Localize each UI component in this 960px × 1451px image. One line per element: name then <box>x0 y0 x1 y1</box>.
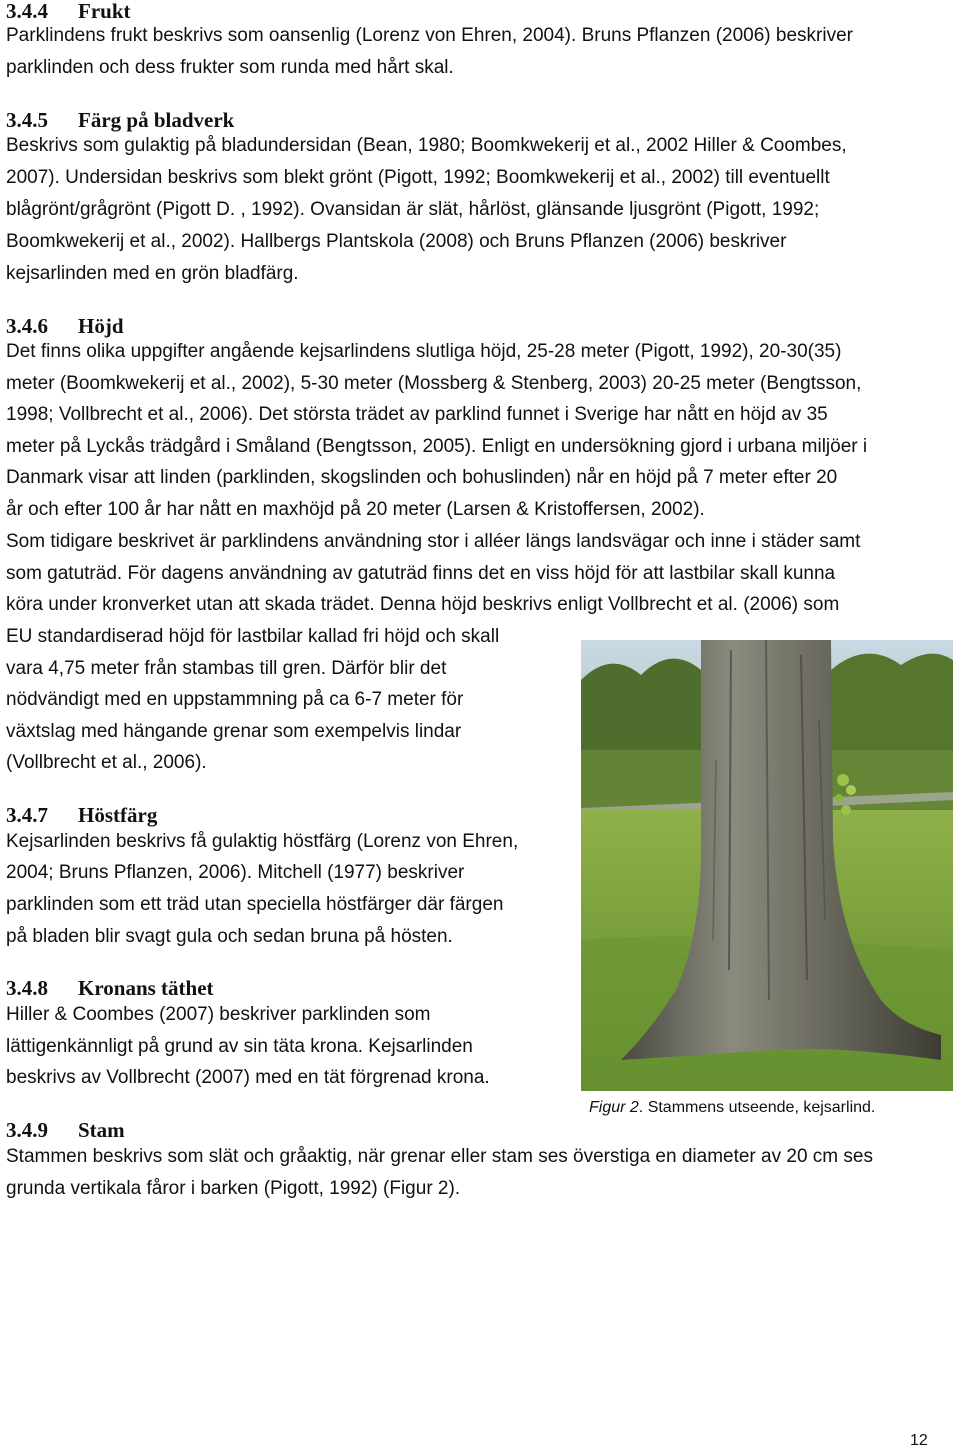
tree-trunk-illustration <box>581 640 953 1091</box>
section-number: 3.4.5 <box>6 108 48 132</box>
paragraph-line: som gatuträd. För dagens användning av gatuträd finns det en viss höjd för att lastbilar skall kunna <box>6 563 836 584</box>
paragraph-line: Boomkwekerij et al., 2002). Hallbergs Plantskola (2008) och Bruns Pflanzen (2006) beskriver <box>6 231 787 252</box>
paragraph-line: 2004; Bruns Pflanzen, 2006). Mitchell (1977) beskriver <box>6 862 465 883</box>
section-number: 3.4.4 <box>6 0 48 23</box>
paragraph-line: (Vollbrecht et al., 2006). <box>6 752 207 773</box>
paragraph-line: vara 4,75 meter från stambas till gren. Därför blir det <box>6 658 447 679</box>
paragraph-line: Parklindens frukt beskrivs som oansenlig (Lorenz von Ehren, 2004). Bruns Pflanzen (2006) beskriver <box>6 25 853 46</box>
paragraph-line: på bladen blir svagt gula och sedan bruna på hösten. <box>6 926 453 947</box>
section-title: Kronans täthet <box>78 976 214 1000</box>
section-number: 3.4.8 <box>6 976 48 1000</box>
paragraph-line: parklinden och dess frukter som runda med hårt skal. <box>6 57 454 78</box>
paragraph-line: Danmark visar att linden (parklinden, skogslinden och bohuslinden) når en höjd på 7 meter efter 20 <box>6 467 838 488</box>
section-heading-farg-pa-bladverk <box>6 109 234 131</box>
paragraph-line: 1998; Vollbrecht et al., 2006). Det största trädet av parklind funnet i Sverige har nått en höjd av 35 <box>6 404 828 425</box>
page-number: 12 <box>910 1432 928 1449</box>
paragraph-line: meter (Boomkwekerij et al., 2002), 5-30 meter (Mossberg & Stenberg, 2003) 20-25 meter (Bengtsson, <box>6 373 862 394</box>
section-heading-kronans-tathet <box>6 977 214 999</box>
paragraph-line: köra under kronverket utan att skada trädet. Denna höjd beskrivs enligt Vollbrecht et al. (2006) som <box>6 594 840 615</box>
section-title: Färg på bladverk <box>78 108 235 132</box>
paragraph-line: blågrönt/grågrönt (Pigott D. , 1992). Ovansidan är slät, hårlöst, glänsande ljusgrönt (Pigott, 1992; <box>6 199 820 220</box>
paragraph-line: meter på Lyckås trädgård i Småland (Bengtsson, 2005). Enligt en undersökning gjord i urbana miljöer i <box>6 436 868 457</box>
section-number: 3.4.9 <box>6 1118 48 1142</box>
paragraph-line: år och efter 100 år har nått en maxhöjd på 20 meter (Larsen & Kristoffersen, 2002). <box>6 499 705 520</box>
figure-caption-label: Figur 2 <box>589 1099 639 1116</box>
section-heading-hostfarg <box>6 804 157 826</box>
paragraph-line: lättigenkännligt på grund av sin täta krona. Kejsarlinden <box>6 1036 473 1057</box>
section-heading-frukt <box>6 0 131 22</box>
section-number: 3.4.6 <box>6 314 48 338</box>
section-title: Frukt <box>78 0 131 23</box>
paragraph-line: Som tidigare beskrivet är parklindens användning stor i alléer längs landsvägar och inne i städer samt <box>6 531 861 552</box>
paragraph-line: Hiller & Coombes (2007) beskriver parklinden som <box>6 1004 431 1025</box>
section-title: Höstfärg <box>78 803 158 827</box>
paragraph-line: nödvändigt med en uppstammning på ca 6-7 meter för <box>6 689 464 710</box>
paragraph-line: 2007). Undersidan beskrivs som blekt grönt (Pigott, 1992; Boomkwekerij et al., 2002) till eventuellt <box>6 167 830 188</box>
section-title: Höjd <box>78 314 124 338</box>
paragraph-line: EU standardiserad höjd för lastbilar kallad fri höjd och skall <box>6 626 500 647</box>
figure-caption-text: . Stammens utseende, kejsarlind. <box>638 1099 876 1116</box>
tree-trunk-photo <box>581 640 953 1091</box>
paragraph-line: Beskrivs som gulaktig på bladundersidan (Bean, 1980; Boomkwekerij et al., 2002 Hiller & Coombes, <box>6 135 847 156</box>
section-heading-hojd <box>6 315 124 337</box>
figure-caption <box>589 1098 875 1118</box>
paragraph-line: beskrivs av Vollbrecht (2007) med en tät förgrenad krona. <box>6 1067 490 1088</box>
paragraph-line: växtslag med hängande grenar som exempelvis lindar <box>6 721 462 742</box>
paragraph-line: grunda vertikala fåror i barken (Pigott, 1992) (Figur 2). <box>6 1178 461 1199</box>
section-title: Stam <box>78 1118 125 1142</box>
paragraph-line: Kejsarlinden beskrivs få gulaktig höstfärg (Lorenz von Ehren, <box>6 831 519 852</box>
paragraph-line: Det finns olika uppgifter angående kejsarlindens slutliga höjd, 25-28 meter (Pigott, 1992), 20-30(35) <box>6 341 842 362</box>
paragraph-line: Stammen beskrivs som slät och gråaktig, när grenar eller stam ses överstiga en diameter av 20 cm ses <box>6 1146 873 1167</box>
paragraph-line: parklinden som ett träd utan speciella höstfärger där färgen <box>6 894 504 915</box>
section-number: 3.4.7 <box>6 803 48 827</box>
paragraph-line: kejsarlinden med en grön bladfärg. <box>6 263 299 284</box>
section-heading-stam <box>6 1119 125 1141</box>
